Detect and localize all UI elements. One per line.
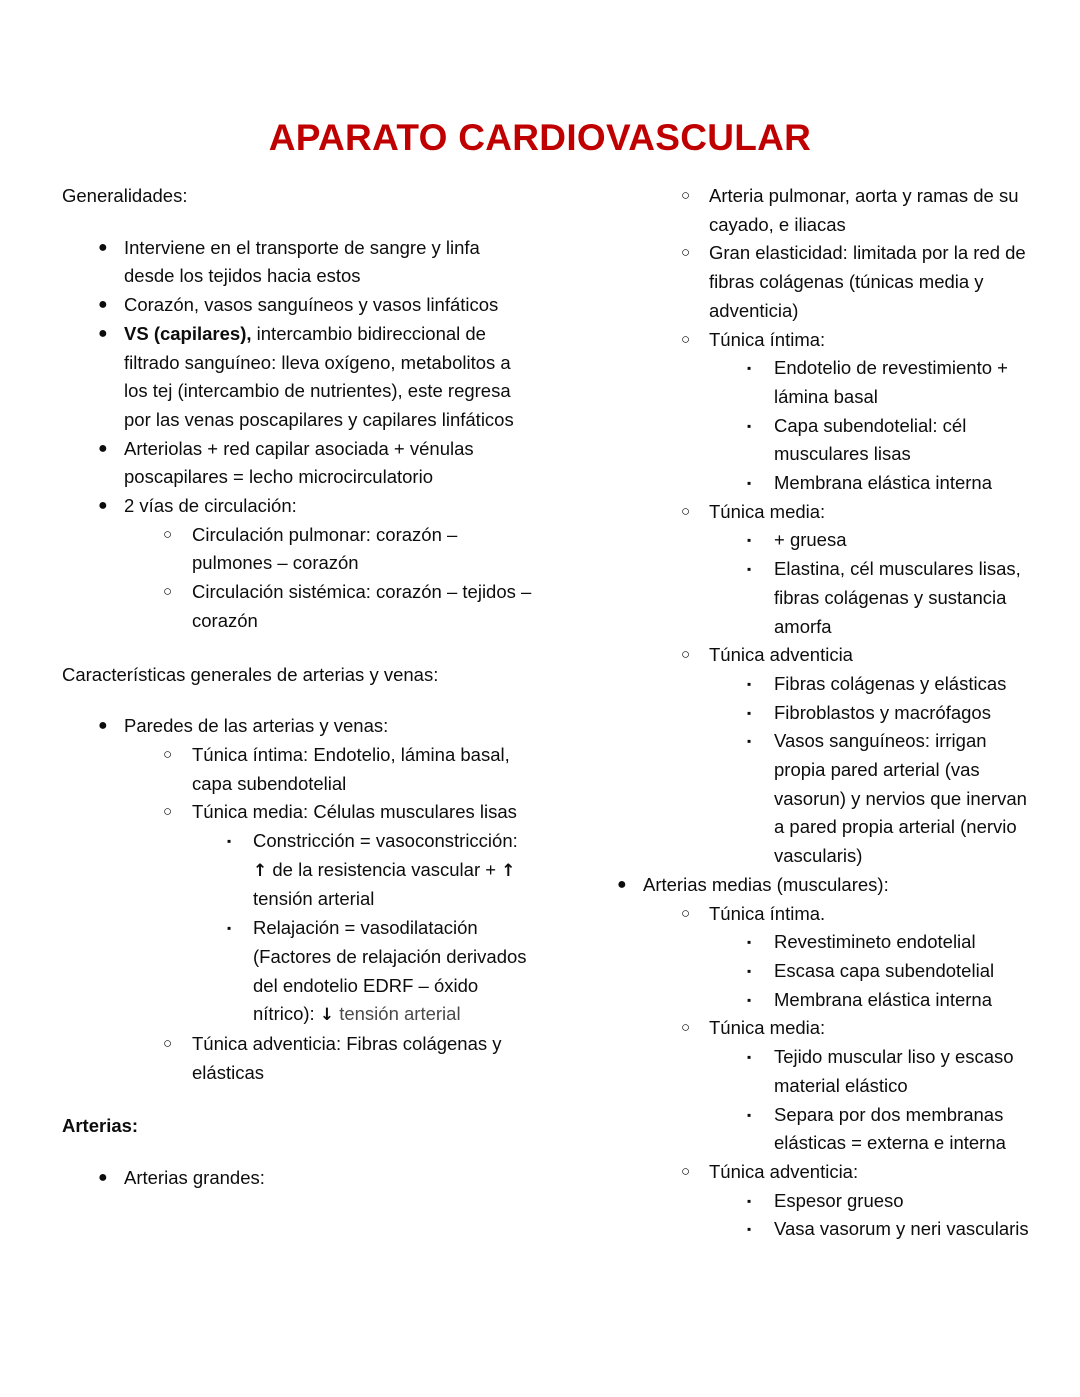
square-bullet-icon: ▪ — [747, 734, 752, 749]
right-column — [545, 182, 1080, 1244]
circle-bullet-icon: ○ — [163, 745, 173, 763]
circle-bullet-icon: ○ — [681, 646, 691, 664]
list-item — [62, 492, 535, 521]
text-part-muted: tensión arterial — [334, 1003, 461, 1025]
list-item — [590, 498, 1038, 527]
circle-bullet-icon: ○ — [681, 904, 691, 922]
square-bullet-icon: ▪ — [747, 1193, 752, 1208]
list-item — [590, 670, 1038, 699]
arrow-down-icon: ↓ — [319, 1005, 335, 1026]
disc-bullet-icon: ● — [98, 717, 108, 735]
list-generalidades — [62, 234, 535, 636]
square-bullet-icon: ▪ — [747, 361, 752, 376]
list-item — [590, 412, 1038, 469]
list-item-label: Revestimineto endotelial — [774, 931, 976, 953]
list-item — [590, 1014, 1038, 1043]
list-item — [590, 1043, 1038, 1100]
list-item — [590, 1101, 1038, 1158]
list-item — [590, 928, 1038, 957]
text-part-a: Constricción = vasoconstricción: — [253, 830, 518, 852]
square-bullet-icon: ▪ — [227, 834, 232, 849]
list-arterias-grandes — [590, 182, 1038, 871]
list-item — [590, 699, 1038, 728]
circle-bullet-icon: ○ — [681, 1019, 691, 1037]
spacer — [62, 636, 535, 661]
list-item — [590, 957, 1038, 986]
left-column — [0, 182, 545, 1193]
list-item-label: Túnica media: — [709, 500, 826, 522]
list-item-label: Capa subendotelial: cél musculares lisas — [774, 414, 967, 465]
list-item-label: Túnica íntima. — [709, 902, 826, 924]
square-bullet-icon: ▪ — [747, 705, 752, 720]
list-item-label — [253, 827, 535, 914]
page-title: APARATO CARDIOVASCULAR — [268, 117, 812, 158]
two-column-body — [0, 182, 1080, 1244]
circle-bullet-icon: ○ — [681, 1162, 691, 1180]
list-item-label: + gruesa — [774, 529, 847, 551]
spacer — [62, 217, 535, 234]
arrow-up-icon: ↑ — [253, 860, 268, 881]
list-item — [62, 712, 535, 741]
spacer — [62, 1147, 535, 1164]
list-item-label: Fibras colágenas y elásticas — [774, 672, 1007, 694]
circle-bullet-icon: ○ — [163, 803, 173, 821]
list-item-label: Gran elasticidad: limitada por la red de fibras colágenas (túnicas media y adventicia) — [709, 242, 1026, 321]
list-item — [62, 521, 535, 578]
list-item-label: Túnica media: — [709, 1017, 826, 1039]
list-item — [590, 354, 1038, 411]
heading-arterias: Arterias: — [62, 1115, 139, 1137]
list-item — [62, 291, 535, 320]
list-item-label: Túnica adventicia — [709, 644, 853, 666]
list-item-label: Vasa vasorum y neri vascularis — [774, 1218, 1029, 1240]
spacer — [62, 1087, 535, 1112]
list-item-label: Vasos sanguíneos: irrigan propia pared arterial (vas vasorun) y nervios que inervan a pared propia arterial (nervio vascularis) — [774, 730, 1027, 867]
list-item — [590, 641, 1038, 670]
list-item — [590, 1158, 1038, 1187]
spacer — [62, 695, 535, 712]
list-item — [62, 1164, 535, 1193]
list-item — [62, 827, 535, 914]
list-item — [590, 1215, 1038, 1244]
list-item-label: Escasa capa subendotelial — [774, 959, 995, 981]
square-bullet-icon: ▪ — [227, 921, 232, 936]
list-item-label: Separa por dos membranas elásticas = externa e interna — [774, 1103, 1006, 1154]
text-part-b: de la resistencia vascular + — [267, 858, 502, 880]
list-item-label: 2 vías de circulación: — [124, 495, 297, 517]
square-bullet-icon: ▪ — [747, 1107, 752, 1122]
square-bullet-icon: ▪ — [747, 1222, 752, 1237]
list-item — [590, 239, 1038, 325]
circle-bullet-icon: ○ — [681, 244, 691, 262]
list-item-label — [124, 320, 535, 435]
list-item-label: Circulación pulmonar: corazón – pulmones – corazón — [192, 523, 458, 574]
list-item-label: Túnica adventicia: Fibras colágenas y elásticas — [192, 1032, 502, 1083]
circle-bullet-icon: ○ — [163, 1034, 173, 1052]
heading-caracteristicas: Características generales de arterias y venas: — [62, 663, 439, 685]
list-item-label: Circulación sistémica: corazón – tejidos – corazón — [192, 581, 532, 631]
list-item-label: Paredes de las arterias y venas: — [124, 715, 389, 737]
list-item-label: Membrana elástica interna — [774, 472, 992, 494]
list-item-label: Túnica íntima: — [709, 328, 826, 350]
list-item-label: Interviene en el transporte de sangre y linfa desde los tejidos hacia estos — [124, 236, 480, 287]
list-item — [62, 435, 535, 492]
list-item — [62, 234, 535, 291]
list-item — [62, 1030, 535, 1087]
list-item — [590, 555, 1038, 641]
circle-bullet-icon: ○ — [681, 502, 691, 520]
disc-bullet-icon: ● — [98, 497, 108, 515]
list-item-label: Arterias medias (musculares): — [643, 873, 889, 895]
circle-bullet-icon: ○ — [681, 187, 691, 204]
disc-bullet-icon: ● — [98, 324, 108, 342]
circle-bullet-icon: ○ — [163, 583, 173, 601]
text-part-c: tensión arterial — [253, 888, 375, 910]
list-item-label: Membrana elástica interna — [774, 988, 992, 1010]
list-item — [590, 469, 1038, 498]
heading-generalidades: Generalidades: — [62, 185, 188, 206]
list-item-label: Espesor grueso — [774, 1189, 904, 1211]
list-item — [590, 182, 1038, 239]
square-bullet-icon: ▪ — [747, 533, 752, 548]
square-bullet-icon: ▪ — [747, 562, 752, 577]
disc-bullet-icon: ● — [98, 439, 108, 457]
list-item — [590, 900, 1038, 929]
list-caracteristicas — [62, 712, 535, 1087]
list-item — [590, 986, 1038, 1015]
list-item-lead-bold: VS (capilares), — [124, 322, 252, 344]
list-item — [590, 326, 1038, 355]
list-item — [62, 798, 535, 827]
list-item — [62, 320, 535, 435]
square-bullet-icon: ▪ — [747, 1050, 752, 1065]
disc-bullet-icon: ● — [617, 875, 627, 893]
text-part-a: Relajación = vasodilatación (Factores de relajación derivados del endotelio EDRF – óxido nítrico): — [253, 917, 527, 1025]
list-item-label — [253, 914, 535, 1030]
list-item-label: Endotelio de revestimiento + lámina basal — [774, 357, 1008, 407]
list-item-label: Túnica media: Células musculares lisas — [192, 801, 517, 823]
disc-bullet-icon: ● — [98, 238, 108, 256]
list-item-label: Túnica adventicia: — [709, 1160, 859, 1182]
list-item — [590, 1187, 1038, 1216]
list-item — [62, 741, 535, 798]
list-item-label: Túnica íntima: Endotelio, lámina basal, capa subendotelial — [192, 743, 510, 794]
list-item-rest: intercambio bidireccional de filtrado sanguíneo: lleva oxígeno, metabolitos a los tej (intercambio de nutrientes), este regresa por las venas poscapilares y capilares linfáticos — [124, 322, 514, 430]
list-item — [590, 871, 1038, 900]
square-bullet-icon: ▪ — [747, 963, 752, 978]
list-item-label: Fibroblastos y macrófagos — [774, 701, 991, 723]
square-bullet-icon: ▪ — [747, 992, 752, 1007]
square-bullet-icon: ▪ — [747, 418, 752, 433]
list-item — [62, 914, 535, 1030]
disc-bullet-icon: ● — [98, 296, 108, 314]
square-bullet-icon: ▪ — [747, 676, 752, 691]
list-item-label: Arterias grandes: — [124, 1167, 265, 1189]
list-item — [62, 578, 535, 635]
list-item-label: Arteria pulmonar, aorta y ramas de su cayado, e iliacas — [709, 185, 1019, 235]
list-item — [590, 727, 1038, 871]
list-item-label: Arteriolas + red capilar asociada + vénulas poscapilares = lecho microcirculatorio — [124, 437, 474, 488]
arrow-up-icon: ↑ — [501, 860, 516, 881]
list-item-label: Elastina, cél musculares lisas, fibras colágenas y sustancia amorfa — [774, 558, 1021, 637]
list-arterias-medias — [590, 871, 1038, 1244]
list-item — [590, 526, 1038, 555]
square-bullet-icon: ▪ — [747, 935, 752, 950]
list-item-label: Corazón, vasos sanguíneos y vasos linfáticos — [124, 294, 499, 316]
circle-bullet-icon: ○ — [163, 525, 173, 543]
circle-bullet-icon: ○ — [681, 330, 691, 348]
list-item-label: Tejido muscular liso y escaso material elástico — [774, 1046, 1014, 1096]
square-bullet-icon: ▪ — [747, 476, 752, 491]
disc-bullet-icon: ● — [98, 1169, 108, 1187]
